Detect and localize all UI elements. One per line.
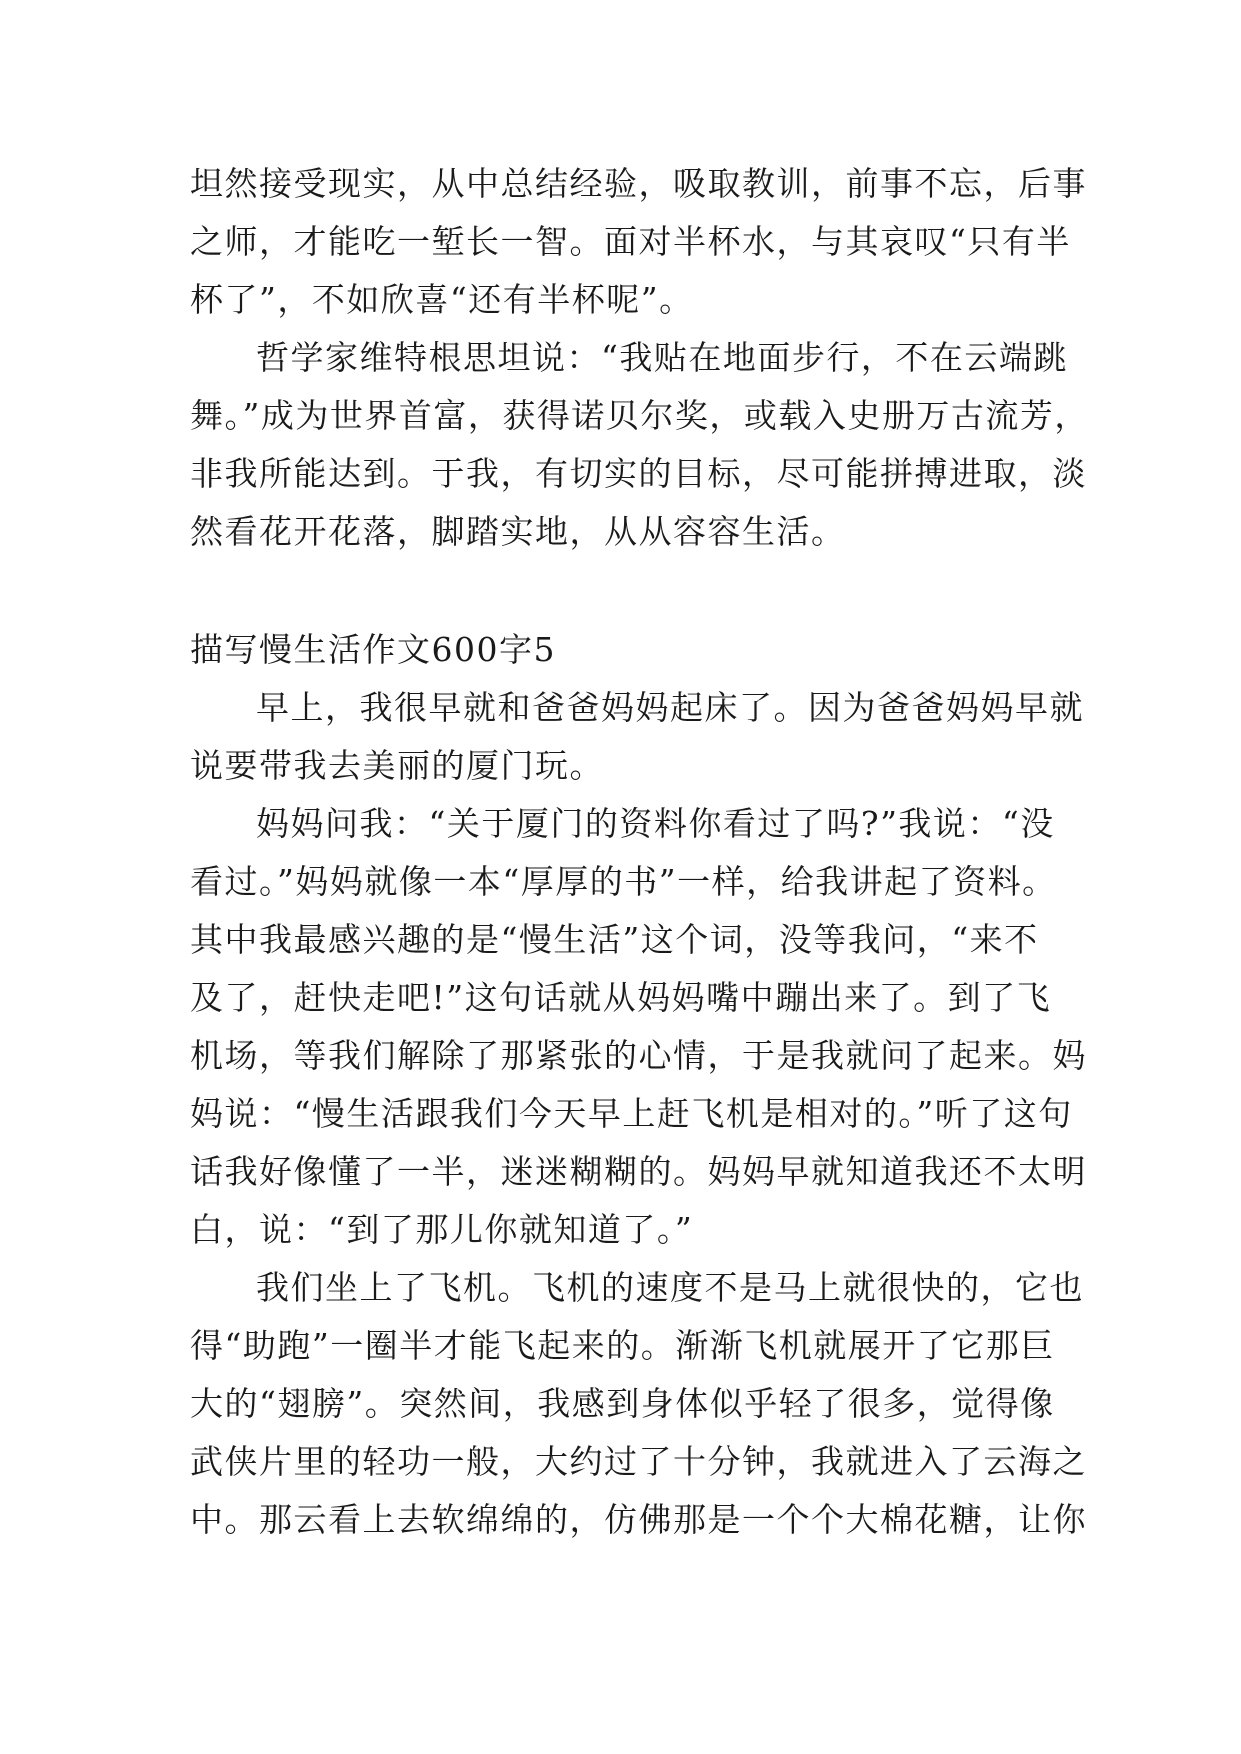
paragraph-airplane bbox=[190, 1259, 1087, 1549]
text-line: 机场，等我们解除了那紧张的心情，于是我就问了起来。妈 bbox=[190, 1036, 1087, 1075]
text-line: 杯了”，不如欣喜“还有半杯呢”。 bbox=[190, 280, 694, 319]
text-line: 得“助跑”一圈半才能飞起来的。渐渐飞机就展开了它那巨 bbox=[190, 1326, 1055, 1365]
text-line: 哲学家维特根思坦说：“我贴在地面步行，不在云端跳 bbox=[256, 338, 1068, 377]
text-line: 舞。”成为世界首富，获得诺贝尔奖，或载入史册万古流芳， bbox=[190, 396, 1089, 435]
section-heading-block bbox=[190, 621, 1050, 679]
paragraph-mother bbox=[190, 795, 1087, 1259]
text-line: 非我所能达到。于我，有切实的目标，尽可能拼搏进取，淡 bbox=[190, 454, 1087, 493]
text-line: 坦然接受现实，从中总结经验，吸取教训，前事不忘，后事 bbox=[190, 164, 1087, 203]
section-heading: 描写慢生活作文600字5 bbox=[190, 630, 556, 669]
text-line: 妈妈问我：“关于厦门的资料你看过了吗?”我说：“没 bbox=[256, 804, 1055, 843]
text-line: 白，说：“到了那儿你就知道了。” bbox=[190, 1210, 694, 1249]
text-line: 然看花开花落，脚踏实地，从从容容生活。 bbox=[190, 512, 846, 551]
continued-paragraph bbox=[190, 155, 1087, 329]
text-line: 早上，我很早就和爸爸妈妈起床了。因为爸爸妈妈早就 bbox=[256, 688, 1084, 727]
text-line: 话我好像懂了一半，迷迷糊糊的。妈妈早就知道我还不太明 bbox=[190, 1152, 1087, 1191]
text-line: 大的“翅膀”。突然间，我感到身体似乎轻了很多，觉得像 bbox=[190, 1384, 1055, 1423]
text-line: 我们坐上了飞机。飞机的速度不是马上就很快的，它也 bbox=[256, 1268, 1084, 1307]
text-line: 妈说：“慢生活跟我们今天早上赶飞机是相对的。”听了这句 bbox=[190, 1094, 1073, 1133]
text-line: 中。那云看上去软绵绵的，仿佛那是一个个大棉花糖，让你 bbox=[190, 1500, 1087, 1539]
text-line: 看过。”妈妈就像一本“厚厚的书”一样，给我讲起了资料。 bbox=[190, 862, 1057, 901]
document-page bbox=[190, 155, 1089, 1549]
text-line: 武侠片里的轻功一般，大约过了十分钟，我就进入了云海之 bbox=[190, 1442, 1087, 1481]
text-line: 说要带我去美丽的厦门玩。 bbox=[190, 746, 604, 785]
paragraph-morning bbox=[190, 679, 1084, 795]
text-line: 其中我最感兴趣的是“慢生活”这个词，没等我问，“来不 bbox=[190, 920, 1039, 959]
paragraph-wittgenstein bbox=[190, 329, 1089, 561]
text-line: 及了，赶快走吧!”这句话就从妈妈嘴中蹦出来了。到了飞 bbox=[190, 978, 1052, 1017]
text-line: 之师，才能吃一堑长一智。面对半杯水，与其哀叹“只有半 bbox=[190, 222, 1071, 261]
